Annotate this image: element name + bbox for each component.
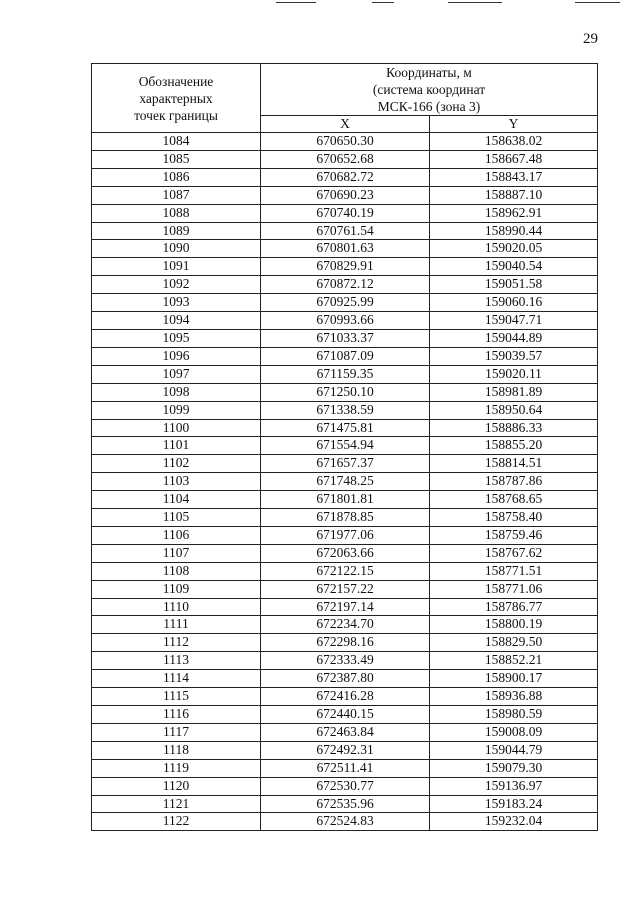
point-id-cell: 1091 [92, 258, 261, 276]
x-coordinate-cell: 670801.63 [261, 240, 430, 258]
coord-header-line-2: (система координат [372, 82, 486, 97]
y-coordinate-cell: 158767.62 [430, 544, 598, 562]
table-row [92, 312, 598, 330]
table-row [92, 562, 598, 580]
table-row [92, 652, 598, 670]
y-coordinate-cell: 159020.05 [430, 240, 598, 258]
point-id-cell: 1102 [92, 455, 261, 473]
y-coordinate-cell: 159044.89 [430, 329, 598, 347]
y-coordinate-cell: 158980.59 [430, 706, 598, 724]
top-rule-4 [575, 2, 620, 3]
x-coordinate-cell: 671475.81 [261, 419, 430, 437]
point-id-cell: 1111 [92, 616, 261, 634]
point-header-line-1: Обозначение [138, 73, 214, 89]
y-coordinate-cell: 158981.89 [430, 383, 598, 401]
y-coordinate-cell: 158900.17 [430, 670, 598, 688]
x-coordinate-cell: 672063.66 [261, 544, 430, 562]
coord-header-line-1: Координаты, м [386, 65, 472, 80]
point-id-cell: 1097 [92, 365, 261, 383]
y-coordinate-cell: 158887.10 [430, 186, 598, 204]
x-coordinate-cell: 670993.66 [261, 312, 430, 330]
y-coordinate-cell: 158886.33 [430, 419, 598, 437]
x-coordinate-cell: 672333.49 [261, 652, 430, 670]
y-coordinate-cell: 158638.02 [430, 133, 598, 151]
x-coordinate-cell: 671250.10 [261, 383, 430, 401]
y-coordinate-cell: 158768.65 [430, 491, 598, 509]
x-coordinate-cell: 670761.54 [261, 222, 430, 240]
table-row [92, 544, 598, 562]
point-id-cell: 1088 [92, 204, 261, 222]
table-row [92, 168, 598, 186]
x-coordinate-cell: 671748.25 [261, 473, 430, 491]
point-id-cell: 1105 [92, 509, 261, 527]
table-row [92, 616, 598, 634]
table-row [92, 741, 598, 759]
point-id-cell: 1087 [92, 186, 261, 204]
y-coordinate-cell: 159060.16 [430, 294, 598, 312]
table-row [92, 186, 598, 204]
x-coordinate-cell: 671159.35 [261, 365, 430, 383]
table-row [92, 526, 598, 544]
y-coordinate-cell: 159183.24 [430, 795, 598, 813]
table-row [92, 634, 598, 652]
x-coordinate-cell: 670652.68 [261, 150, 430, 168]
x-coordinate-cell: 672440.15 [261, 706, 430, 724]
y-coordinate-cell: 158800.19 [430, 616, 598, 634]
table-row [92, 294, 598, 312]
table-row [92, 329, 598, 347]
point-id-cell: 1120 [92, 777, 261, 795]
y-coordinate-cell: 158759.46 [430, 526, 598, 544]
point-id-cell: 1098 [92, 383, 261, 401]
point-id-cell: 1109 [92, 580, 261, 598]
x-column-header: X [261, 116, 430, 133]
table-row [92, 723, 598, 741]
y-coordinate-cell: 158936.88 [430, 688, 598, 706]
coordinates-header [261, 64, 598, 116]
point-id-cell: 1092 [92, 276, 261, 294]
x-coordinate-cell: 671878.85 [261, 509, 430, 527]
x-coordinate-cell: 672197.14 [261, 598, 430, 616]
x-coordinate-cell: 670650.30 [261, 133, 430, 151]
table-row [92, 688, 598, 706]
table-row [92, 383, 598, 401]
y-coordinate-cell: 159232.04 [430, 813, 598, 831]
x-coordinate-cell: 671338.59 [261, 401, 430, 419]
point-id-cell: 1112 [92, 634, 261, 652]
point-id-cell: 1101 [92, 437, 261, 455]
point-id-cell: 1122 [92, 813, 261, 831]
table-row [92, 347, 598, 365]
point-id-cell: 1113 [92, 652, 261, 670]
point-id-cell: 1115 [92, 688, 261, 706]
point-id-cell: 1107 [92, 544, 261, 562]
x-coordinate-cell: 671033.37 [261, 329, 430, 347]
x-coordinate-cell: 672234.70 [261, 616, 430, 634]
table-row [92, 419, 598, 437]
x-coordinate-cell: 672524.83 [261, 813, 430, 831]
point-id-cell: 1100 [92, 419, 261, 437]
y-coordinate-cell: 158787.86 [430, 473, 598, 491]
point-id-cell: 1117 [92, 723, 261, 741]
table-row [92, 777, 598, 795]
table-row [92, 240, 598, 258]
table-row [92, 473, 598, 491]
coord-header-line-3: МСК-166 (зона 3) [377, 99, 481, 114]
x-coordinate-cell: 672535.96 [261, 795, 430, 813]
point-id-cell: 1099 [92, 401, 261, 419]
y-coordinate-cell: 158786.77 [430, 598, 598, 616]
table-row [92, 455, 598, 473]
table-row [92, 150, 598, 168]
table-row [92, 401, 598, 419]
point-id-cell: 1106 [92, 526, 261, 544]
x-coordinate-cell: 672122.15 [261, 562, 430, 580]
coordinates-body [92, 133, 598, 831]
y-coordinate-cell: 159008.09 [430, 723, 598, 741]
x-coordinate-cell: 671657.37 [261, 455, 430, 473]
y-coordinate-cell: 158962.91 [430, 204, 598, 222]
point-id-cell: 1086 [92, 168, 261, 186]
x-coordinate-cell: 672416.28 [261, 688, 430, 706]
x-coordinate-cell: 670872.12 [261, 276, 430, 294]
table-row [92, 795, 598, 813]
table-row [92, 491, 598, 509]
table-row [92, 706, 598, 724]
y-coordinate-cell: 158771.06 [430, 580, 598, 598]
point-id-cell: 1108 [92, 562, 261, 580]
y-coordinate-cell: 159136.97 [430, 777, 598, 795]
y-coordinate-cell: 158950.64 [430, 401, 598, 419]
y-coordinate-cell: 159051.58 [430, 276, 598, 294]
table-row [92, 365, 598, 383]
x-coordinate-cell: 672511.41 [261, 759, 430, 777]
table-row [92, 258, 598, 276]
point-id-cell: 1093 [92, 294, 261, 312]
point-header-line-2: характерных [139, 90, 213, 106]
point-id-cell: 1118 [92, 741, 261, 759]
x-coordinate-cell: 672530.77 [261, 777, 430, 795]
point-id-cell: 1121 [92, 795, 261, 813]
x-coordinate-cell: 672463.84 [261, 723, 430, 741]
point-id-cell: 1119 [92, 759, 261, 777]
point-header-line-3: точек границы [134, 107, 218, 123]
y-coordinate-cell: 158855.20 [430, 437, 598, 455]
x-coordinate-cell: 670682.72 [261, 168, 430, 186]
y-coordinate-cell: 159047.71 [430, 312, 598, 330]
point-id-cell: 1116 [92, 706, 261, 724]
y-coordinate-cell: 159039.57 [430, 347, 598, 365]
x-coordinate-cell: 670829.91 [261, 258, 430, 276]
y-coordinate-cell: 158771.51 [430, 562, 598, 580]
x-coordinate-cell: 671801.81 [261, 491, 430, 509]
y-coordinate-cell: 158667.48 [430, 150, 598, 168]
y-coordinate-cell: 158814.51 [430, 455, 598, 473]
point-id-cell: 1103 [92, 473, 261, 491]
y-coordinate-cell: 159044.79 [430, 741, 598, 759]
point-id-cell: 1089 [92, 222, 261, 240]
point-id-cell: 1114 [92, 670, 261, 688]
x-coordinate-cell: 671554.94 [261, 437, 430, 455]
top-rule-3 [448, 2, 502, 3]
table-row [92, 670, 598, 688]
top-rule-1 [276, 2, 316, 3]
y-coordinate-cell: 158829.50 [430, 634, 598, 652]
x-coordinate-cell: 672157.22 [261, 580, 430, 598]
point-id-cell: 1085 [92, 150, 261, 168]
x-coordinate-cell: 670925.99 [261, 294, 430, 312]
x-coordinate-cell: 670690.23 [261, 186, 430, 204]
point-id-cell: 1095 [92, 329, 261, 347]
table-row [92, 759, 598, 777]
table-row [92, 598, 598, 616]
x-coordinate-cell: 671087.09 [261, 347, 430, 365]
table-row [92, 276, 598, 294]
y-coordinate-cell: 158758.40 [430, 509, 598, 527]
point-id-cell: 1090 [92, 240, 261, 258]
point-id-cell: 1094 [92, 312, 261, 330]
point-id-cell: 1104 [92, 491, 261, 509]
x-coordinate-cell: 672298.16 [261, 634, 430, 652]
y-column-header: Y [430, 116, 598, 133]
x-coordinate-cell: 671977.06 [261, 526, 430, 544]
x-coordinate-cell: 672387.80 [261, 670, 430, 688]
table-row [92, 813, 598, 831]
page-number: 29 [583, 31, 598, 47]
table-row [92, 222, 598, 240]
point-id-cell: 1096 [92, 347, 261, 365]
coordinates-table [91, 63, 598, 831]
top-rule-2 [372, 2, 394, 3]
y-coordinate-cell: 158990.44 [430, 222, 598, 240]
y-coordinate-cell: 159020.11 [430, 365, 598, 383]
table-row [92, 437, 598, 455]
x-coordinate-cell: 672492.31 [261, 741, 430, 759]
x-coordinate-cell: 670740.19 [261, 204, 430, 222]
y-coordinate-cell: 158852.21 [430, 652, 598, 670]
y-coordinate-cell: 158843.17 [430, 168, 598, 186]
table-row [92, 509, 598, 527]
table-row [92, 580, 598, 598]
point-id-cell: 1084 [92, 133, 261, 151]
point-designation-header [92, 64, 261, 133]
table-row [92, 133, 598, 151]
y-coordinate-cell: 159040.54 [430, 258, 598, 276]
table-row [92, 204, 598, 222]
y-coordinate-cell: 159079.30 [430, 759, 598, 777]
point-id-cell: 1110 [92, 598, 261, 616]
